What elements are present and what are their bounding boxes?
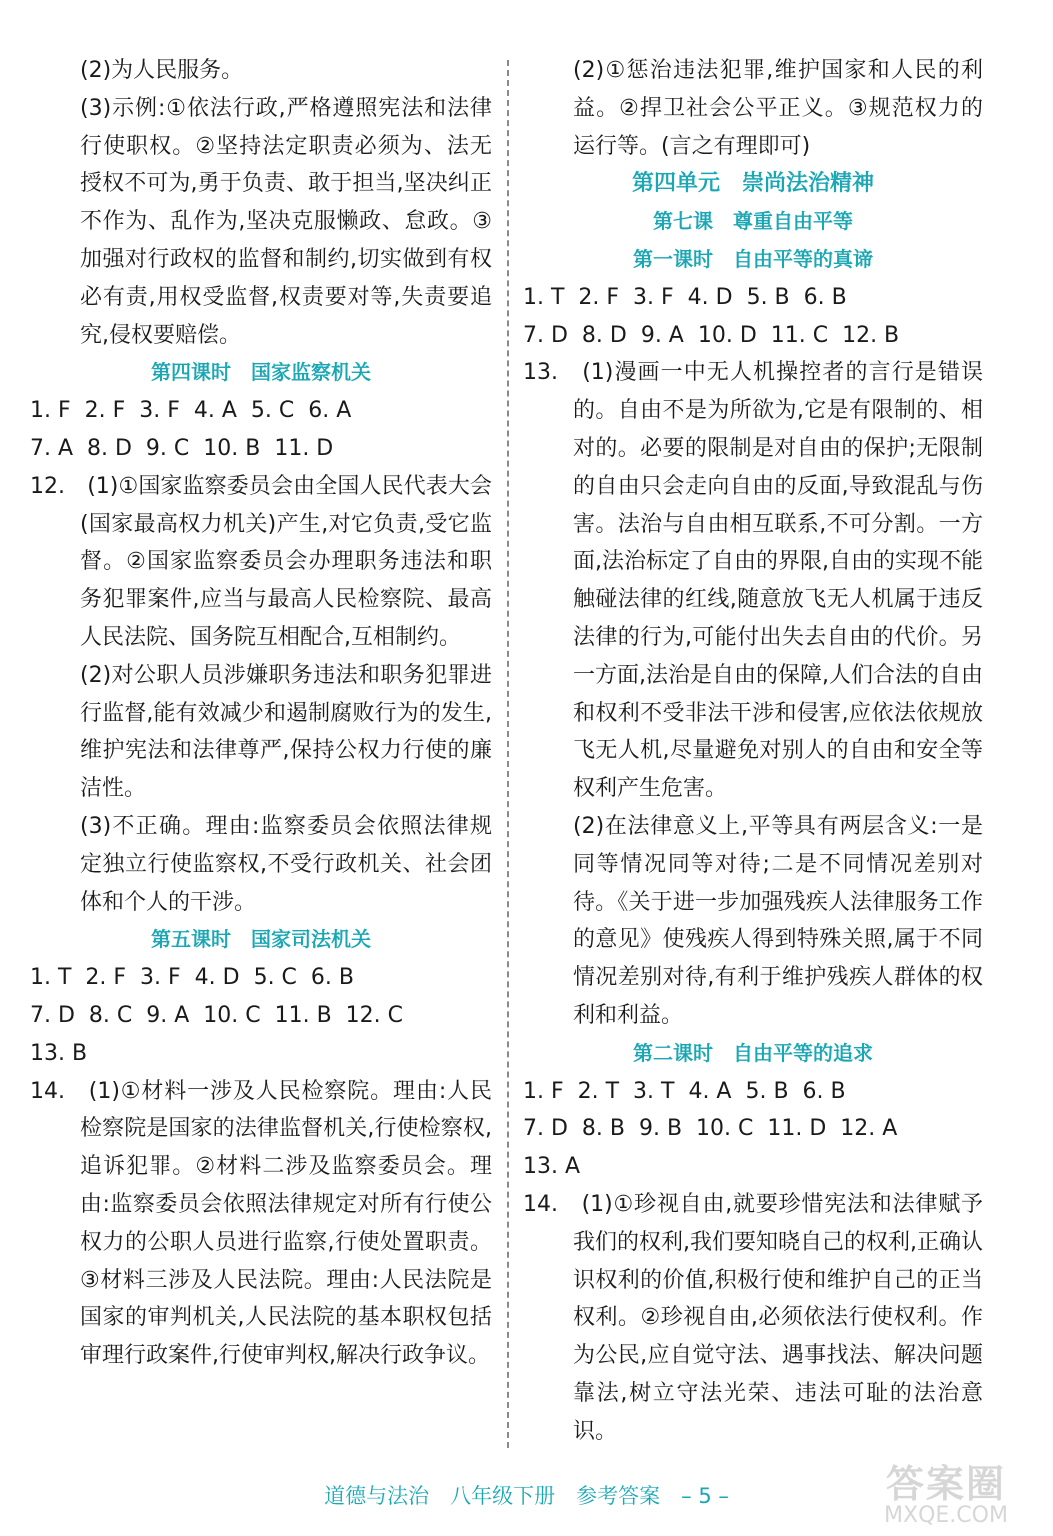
answer-line: 7. D 8. D 9. A 10. D 11. C 12. B bbox=[523, 322, 900, 348]
answer-paragraph: (2)对公职人员涉嫌职务违法和职务犯罪进行监督,能有效减少和遏制腐败行为的发生,维护宪法和法律尊严,保持公权力行使的廉洁性。 bbox=[80, 662, 492, 802]
unit-heading: 第四单元 崇尚法治精神 bbox=[631, 171, 874, 197]
left-column bbox=[30, 52, 492, 1375]
answer-paragraph: (2)为人民服务。 bbox=[80, 58, 244, 83]
answer-paragraph: (3)不正确。理由:监察委员会依照法律规定独立行使监察权,不受行政机关、社会团体和个人的干涉。 bbox=[80, 813, 492, 915]
watermark-text: 答案圈 bbox=[885, 1462, 1006, 1506]
answer-line: 7. D 8. C 9. A 10. C 11. B 12. C bbox=[30, 1002, 403, 1028]
answer-paragraph: 14. (1)①材料一涉及人民检察院。理由:人民检察院是国家的法律监督机关,行使检察权,追诉犯罪。②材料二涉及监察委员会。理由:监察委员会依照法律规定对所有行使公权力的公职人员进行监察,行使处置职责。③材料三涉及人民法院。理由:人民法院是国家的审判机关,人民法院的基本职权包括审理行政案件,行使审判权,解决行政争议。 bbox=[30, 1078, 492, 1369]
section-heading: 第七课 尊重自由平等 bbox=[653, 209, 853, 234]
answer-paragraph: 12. (1)①国家监察委员会由全国人民代表大会(国家最高权力机关)产生,对它负责,受它监督。②国家监察委员会办理职务违法和职务犯罪案件,应当与最高人民检察院、最高人民法院、国务院互相配合,互相制约。 bbox=[30, 473, 492, 650]
answer-paragraph: (2)①惩治违法犯罪,维护国家和人民的利益。②捍卫社会公平正义。③规范权力的运行等。(言之有理即可) bbox=[573, 58, 983, 159]
section-heading: 第四课时 国家监察机关 bbox=[151, 360, 371, 385]
page-footer: 道德与法治 八年级下册 参考答案 – 5 – bbox=[324, 1484, 729, 1508]
answer-line: 13. B bbox=[30, 1040, 88, 1066]
answer-paragraph: (3)示例:①依法行政,严格遵照宪法和法律行使职权。②坚持法定职责必须为、法无授权不可为,勇于负责、敢于担当,坚决纠正不作为、乱作为,坚决克服懒政、怠政。③加强对行政权的监督和制约,切实做到有权必有责,用权受监督,权责要对等,失责要追究,侵权要赔偿。 bbox=[80, 95, 492, 348]
answer-line: 13. A bbox=[523, 1154, 581, 1180]
answer-line: 7. A 8. D 9. C 10. B 11. D bbox=[30, 435, 334, 461]
answer-line: 7. D 8. B 9. B 10. C 11. D 12. A bbox=[523, 1116, 898, 1142]
answer-line: 1. T 2. F 3. F 4. D 5. B 6. B bbox=[523, 284, 847, 310]
watermark-url: MXQE.COM bbox=[884, 1503, 1008, 1528]
section-heading: 第二课时 自由平等的追求 bbox=[633, 1040, 873, 1065]
answer-paragraph: 14. (1)①珍视自由,就要珍惜宪法和法律赋予我们的权利,我们要知晓自己的权利,正确认识权利的价值,积极行使和维护自己的正当权利。②珍视自由,必须依法行使权利。作为公民,应自觉守法、遇事找法、解决问题靠法,树立守法光荣、违法可耻的法治意识。 bbox=[523, 1191, 983, 1444]
answer-line: 1. T 2. F 3. F 4. D 5. C 6. B bbox=[30, 965, 354, 991]
answer-paragraph: (2)在法律意义上,平等具有两层含义:一是同等情况同等对待;二是不同情况差别对待。《关于进一步加强残疾人法律服务工作的意见》使残疾人得到特殊关照,属于不同情况差别对待,有利于维护残疾人群体的权利和利益。 bbox=[573, 813, 983, 1028]
column-divider bbox=[507, 60, 509, 1448]
answer-paragraph: 13. (1)漫画一中无人机操控者的言行是错误的。自由不是为所欲为,它是有限制的、相对的。必要的限制是对自由的保护;无限制的自由只会走向自由的反面,导致混乱与伤害。法治与自由相互联系,不可分割。一方面,法治标定了自由的界限,自由的实现不能触碰法律的红线,随意放飞无人机属于违反法律的行为,可能付出失去自由的代价。另一方面,法治是自由的保障,人们合法的自由和权利不受非法干涉和侵害,应依法依规放飞无人机,尽量避免对别人的自由和安全等权利产生危害。 bbox=[523, 360, 983, 802]
answer-line: 1. F 2. F 3. F 4. A 5. C 6. A bbox=[30, 398, 352, 424]
section-heading: 第一课时 自由平等的真谛 bbox=[633, 246, 873, 271]
watermark-logo bbox=[851, 1464, 1041, 1530]
section-heading: 第五课时 国家司法机关 bbox=[151, 927, 371, 952]
answer-line: 1. F 2. T 3. T 4. A 5. B 6. B bbox=[523, 1078, 846, 1104]
right-column bbox=[523, 52, 983, 1450]
